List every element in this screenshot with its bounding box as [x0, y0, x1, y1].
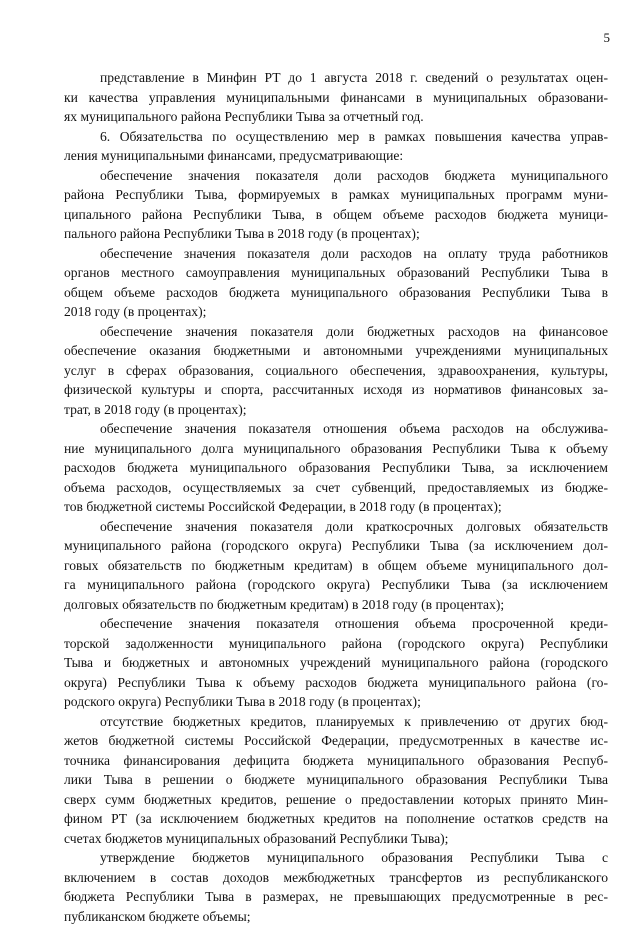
text-line: округа) Республики Тыва к объему расходов бюджета муниципального района (го-	[64, 673, 608, 693]
text-line: района Республики Тыва, формируемых в рамках муниципальных программ муни-	[64, 185, 608, 205]
text-line: обеспечение значения показателя доли бюджетных расходов на финансовое	[64, 322, 608, 342]
text-line: счетах бюджетов муниципальных образований Республики Тыва);	[64, 829, 608, 849]
text-line: пального района Республики Тыва в 2018 году (в процентах);	[64, 224, 608, 244]
text-line: ципального района Республики Тыва, в общем объеме расходов бюджета муници-	[64, 205, 608, 225]
text-line: обеспечение значения показателя доли расходов на оплату труда работников	[64, 244, 608, 264]
text-line: утверждение бюджетов муниципального образования Республики Тыва с	[64, 848, 608, 868]
text-line: услуг в сферах образования, социального обеспечения, здравоохранения, культуры,	[64, 361, 608, 381]
text-line: сверх сумм бюджетных кредитов, решение о предоставлении которых принято Мин-	[64, 790, 608, 810]
text-line: га муниципального района (городского округа) Республики Тыва (за исключением	[64, 575, 608, 595]
text-line: фином РТ (за исключением бюджетных кредитов на пополнение остатков средств на	[64, 809, 608, 829]
text-line: ления муниципальными финансами, предусматривающие:	[64, 146, 608, 166]
text-line: говых обязательств по бюджетным кредитам) в общем объеме муниципального дол-	[64, 556, 608, 576]
text-line: физической культуры и спорта, рассчитанных исходя из нормативов финансовых за-	[64, 380, 608, 400]
text-line: ях муниципального района Республики Тыва за отчетный год.	[64, 107, 608, 127]
document-body	[64, 68, 608, 926]
text-line: 2018 году (в процентах);	[64, 302, 608, 322]
text-line: органов местного самоуправления муниципальных образований Республики Тыва в	[64, 263, 608, 283]
text-line: обеспечение значения показателя доли расходов бюджета муниципального	[64, 166, 608, 186]
page-number: 5	[604, 30, 611, 46]
text-line: обеспечение оказания бюджетными и автономными учреждениями муниципальных	[64, 341, 608, 361]
text-line: 6. Обязательства по осуществлению мер в рамках повышения качества управ-	[64, 127, 608, 147]
text-line: трат, в 2018 году (в процентах);	[64, 400, 608, 420]
text-line: публиканском бюджете объемы;	[64, 907, 608, 926]
text-line: отсутствие бюджетных кредитов, планируемых к привлечению от других бюд-	[64, 712, 608, 732]
text-line: точника финансирования дефицита бюджета муниципального образования Респуб-	[64, 751, 608, 771]
text-line: бюджета Республики Тыва в размерах, не превышающих предусмотренные в рес-	[64, 887, 608, 907]
text-line: ние муниципального долга муниципального образования Республики Тыва к объему	[64, 439, 608, 459]
text-line: обеспечение значения показателя отношения объема расходов на обслужива-	[64, 419, 608, 439]
text-line: торской задолженности муниципального района (городского округа) Республики	[64, 634, 608, 654]
text-line: обеспечение значения показателя доли краткосрочных долговых обязательств	[64, 517, 608, 537]
text-line: лики Тыва в решении о бюджете муниципального образования Республики Тыва	[64, 770, 608, 790]
text-line: ки качества управления муниципальными финансами в муниципальных образовани-	[64, 88, 608, 108]
text-line: муниципального района (городского округа) Республики Тыва (за исключением дол-	[64, 536, 608, 556]
text-line: общем объеме расходов бюджета муниципального образования Республики Тыва в	[64, 283, 608, 303]
text-line: родского округа) Республики Тыва в 2018 году (в процентах);	[64, 692, 608, 712]
text-line: жетов бюджетной системы Российской Федерации, предусмотренных в качестве ис-	[64, 731, 608, 751]
text-line: долговых обязательств по бюджетным кредитам) в 2018 году (в процентах);	[64, 595, 608, 615]
text-line: тов бюджетной системы Российской Федерации, в 2018 году (в процентах);	[64, 497, 608, 517]
text-line: расходов бюджета муниципального образования Республики Тыва, за исключением	[64, 458, 608, 478]
text-line: включением в состав доходов межбюджетных трансфертов из республиканского	[64, 868, 608, 888]
text-line: обеспечение значения показателя отношения объема просроченной креди-	[64, 614, 608, 634]
text-line: объема расходов, осуществляемых за счет субвенций, предоставляемых из бюдже-	[64, 478, 608, 498]
text-line: представление в Минфин РТ до 1 августа 2018 г. сведений о результатах оцен-	[64, 68, 608, 88]
text-line: Тыва и бюджетных и автономных учреждений муниципального района (городского	[64, 653, 608, 673]
